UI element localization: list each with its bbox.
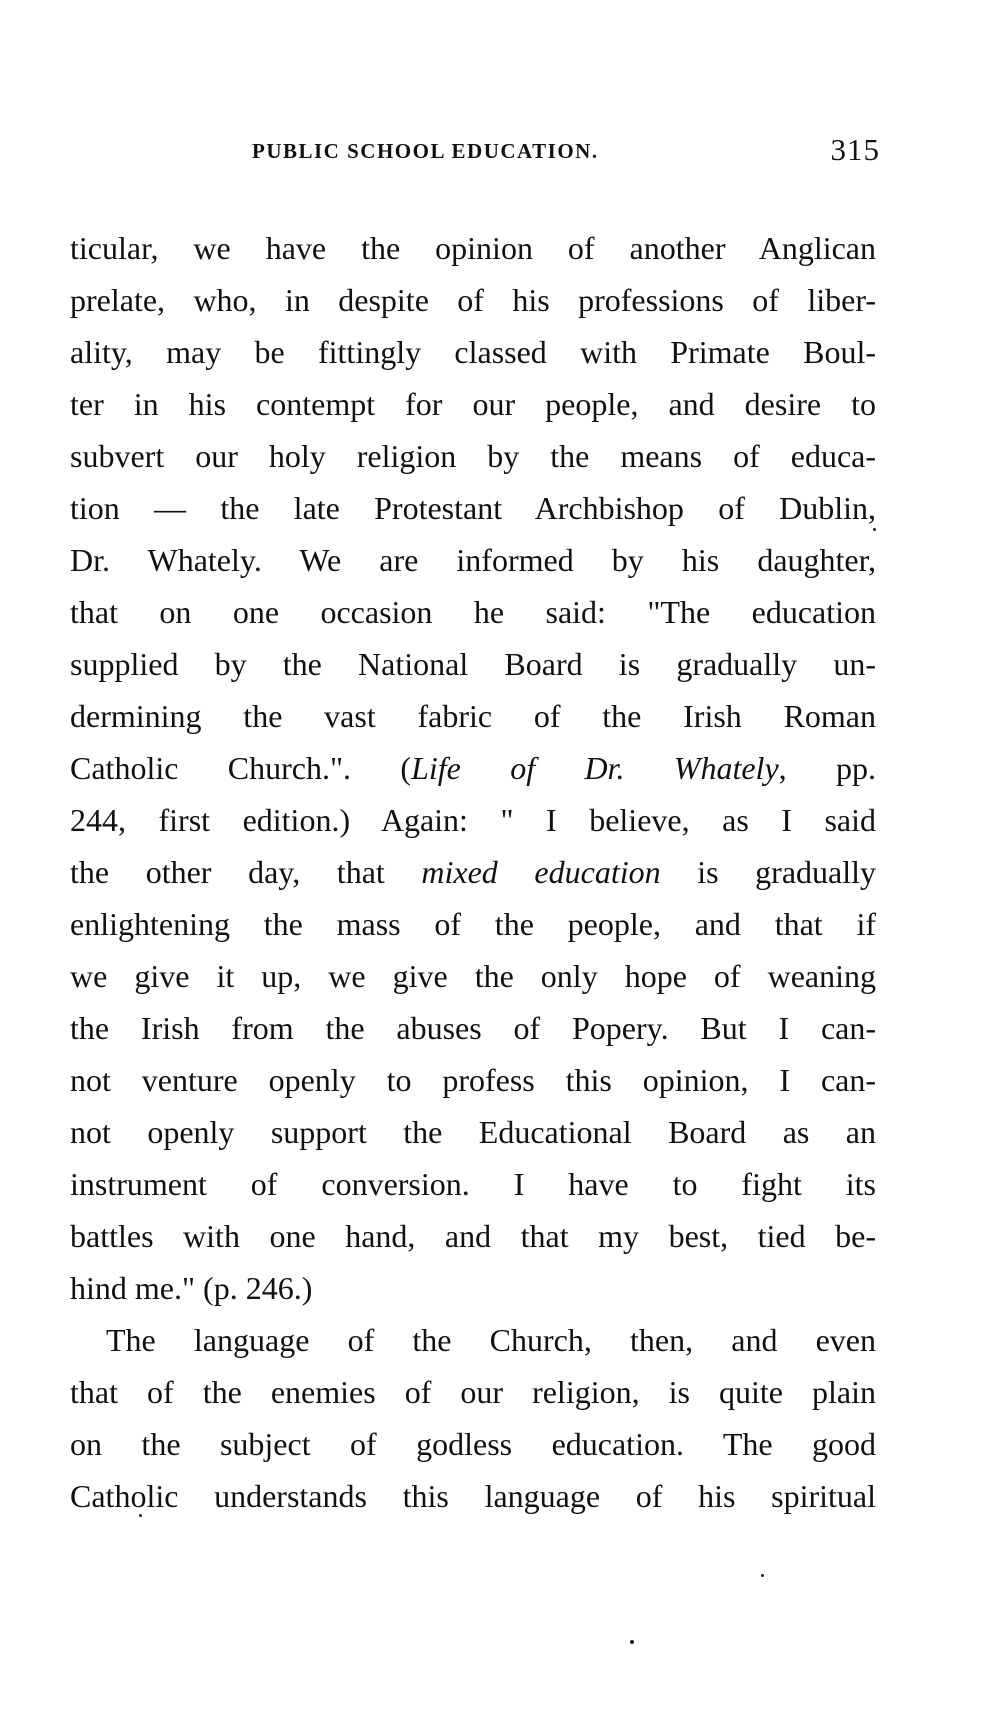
running-head-title bbox=[252, 138, 599, 164]
text-line: Dr. Whately. We are informed by his daughter, bbox=[70, 542, 876, 578]
ink-speck bbox=[139, 1514, 142, 1517]
text-line: dermining the vast fabric of the Irish Roman bbox=[70, 698, 876, 734]
text-line-with-citation bbox=[70, 742, 876, 794]
text-line: tion — the late Protestant Archbishop of Dublin, bbox=[70, 490, 876, 526]
italic-emphasis: mixed education bbox=[421, 854, 661, 890]
page-number: 315 bbox=[830, 132, 880, 167]
text-line: instrument of conversion. I have to fight its bbox=[70, 1166, 876, 1202]
ink-speck bbox=[630, 1640, 634, 1644]
text-line: that on one occasion he said: "The education bbox=[70, 594, 876, 630]
text-line: not venture openly to profess this opinion, I can- bbox=[70, 1062, 876, 1098]
paragraph-start-line: The language of the Church, then, and even bbox=[106, 1322, 876, 1358]
text-line: battles with one hand, and that my best, tied be- bbox=[70, 1218, 876, 1254]
text-line: enlightening the mass of the people, and that if bbox=[70, 906, 876, 942]
text-segment: the other day, that bbox=[70, 854, 422, 890]
text-line-with-emphasis bbox=[70, 846, 876, 898]
body-text bbox=[70, 222, 876, 1522]
text-line: on the subject of godless education. The good bbox=[70, 1426, 876, 1462]
text-line: ter in his contempt for our people, and desire to bbox=[70, 386, 876, 422]
text-segment: Catholic Church.". ( bbox=[70, 750, 412, 786]
ink-speck bbox=[761, 1574, 764, 1577]
text-segment: , pp. bbox=[778, 750, 877, 786]
italic-citation: Life of Dr. Whately bbox=[411, 750, 779, 786]
text-line: Catholic understands this language of his spiritual bbox=[70, 1478, 876, 1514]
text-line: supplied by the National Board is gradually un- bbox=[70, 646, 876, 682]
text-line: we give it up, we give the only hope of weaning bbox=[70, 958, 876, 994]
text-line: ality, may be fittingly classed with Primate Boul- bbox=[70, 334, 876, 370]
text-line: subvert our holy religion by the means of educa- bbox=[70, 438, 876, 474]
text-line: prelate, who, in despite of his professions of liber- bbox=[70, 282, 876, 318]
text-line: ticular, we have the opinion of another Anglican bbox=[70, 230, 876, 266]
text-line: 244, first edition.) Again: " I believe, as I said bbox=[70, 802, 876, 838]
text-segment: is gradually bbox=[660, 854, 876, 890]
text-line: the Irish from the abuses of Popery. But I can- bbox=[70, 1010, 876, 1046]
running-head-title-text: PUBLIC SCHOOL EDUCATION. bbox=[252, 139, 599, 163]
running-head bbox=[70, 132, 880, 178]
ink-speck bbox=[873, 528, 876, 531]
text-line: not openly support the Educational Board as an bbox=[70, 1114, 876, 1150]
text-line-paragraph-end: hind me." (p. 246.) bbox=[70, 1270, 313, 1306]
text-line: that of the enemies of our religion, is quite plain bbox=[70, 1374, 876, 1410]
